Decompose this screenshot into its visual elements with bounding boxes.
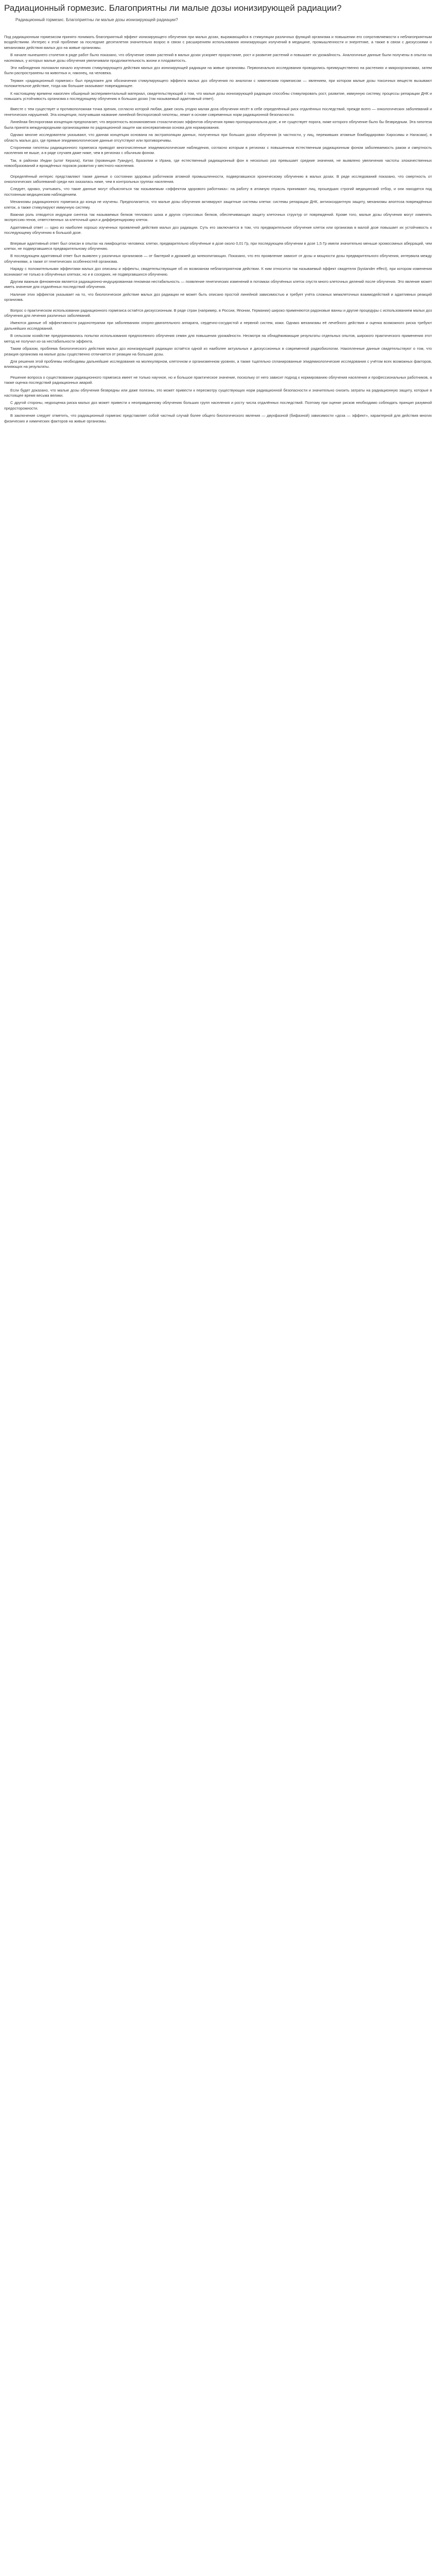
paragraph: В сельском хозяйстве предпринимались попытки использования предпосевного облучения семян для повышения урожайности. Несмотря на обнадёживающие результаты отдельных опытов, широкого практического применения этот метод не получил из-за нестабильности эффекта. (4, 333, 432, 344)
paragraph: Другим важным феноменом является радиационно-индуцированная геномная нестабильность — появление генетических изменений в потомках облучённых клеток спустя много клеточных делений после облучения. Это явление может иметь значение для отдалённых последствий облучения. (4, 279, 432, 290)
paragraph: Таким образом, проблема биологического действия малых доз ионизирующей радиации остаётся одной из наиболее актуальных и дискуссионных в современной радиобиологии. Накопленные данные свидетельствуют о том, что реакция организма на малые дозы существенно отличается от реакции на большие дозы. (4, 346, 432, 357)
paragraph: Если будет доказано, что малые дозы облучения безвредны или даже полезны, это может привести к пересмотру существующих норм радиационной безопасности и значительно снизить затраты на радиационную защиту, которые в настоящее время весьма велики. (4, 387, 432, 398)
paragraph: Так, в районах Индии (штат Керала), Китая (провинция Гуандун), Бразилии и Ирана, где естественный радиационный фон в несколько раз превышает средние значения, не выявлено увеличения частоты злокачественных новообразований и врождённых пороков развития у местного населения. (4, 158, 432, 168)
paragraph: В заключение следует отметить, что радиационный гормезис представляет собой частный случай более общего биологического явления — двухфазной (бифазной) зависимости «доза — эффект», характерной для действия многих физических и химических факторов на живые организмы. (4, 413, 432, 423)
paragraph: Решение вопроса о существовании радиационного гормезиса имеет не только научное, но и большое практическое значение, поскольку от него зависит подход к нормированию облучения населения и профессиональных работников, а также оценка последствий радиационных аварий. (4, 375, 432, 385)
paragraph: В начале нынешнего столетия в ряде работ было показано, что облучение семян растений в малых дозах ускоряет прорастание, рост и развитие растений и повышает их урожайность. Аналогичные данные были получены в опытах на насекомых, у которых малые дозы облучения увеличивали продолжительность жизни и плодовитость. (4, 53, 432, 63)
paragraph: Для решения этой проблемы необходимы дальнейшие исследования на молекулярном, клеточном и организменном уровнях, а также тщательно спланированные эпидемиологические исследования с учётом всех возможных факторов, влияющих на результаты. (4, 359, 432, 369)
paragraph: Линейная беспороговая концепция предполагает, что вероятность возникновения стохастических эффектов облучения прямо пропорциональна дозе, и не существует порога, ниже которого облучение было бы безвредным. Эта гипотеза была принята международными организациями по радиационной защите как консервативная основа для нормирования. (4, 120, 432, 130)
paragraph: Адаптивный ответ — одно из наиболее хорошо изученных проявлений действия малых доз радиации. Суть его заключается в том, что предварительное облучение клеток или организма в малой дозе повышает их устойчивость к последующему облучению в большой дозе. (4, 225, 432, 235)
paragraph: Вопрос о практическом использовании радиационного гормезиса остаётся дискуссионным. В ряде стран (например, в России, Японии, Германии) широко применяются радоновые ванны и другие процедуры с использованием малых доз облучения для лечения различных заболеваний. (4, 308, 432, 318)
paragraph: С другой стороны, недооценка риска малых доз может привести к неоправданному облучению больших групп населения и росту числа отдалённых последствий. Поэтому при оценке рисков необходимо соблюдать принцип разумной предосторожности. (4, 400, 432, 411)
article-body (4, 35, 432, 424)
paragraph: Имеются данные об эффективности радонотерапии при заболеваниях опорно-двигательного аппарата, сердечно-сосудистой и нервной систем, кожи. Однако механизмы её лечебного действия и оценка возможного риска требуют дальнейших исследований. (4, 320, 432, 331)
paragraph: Следует, однако, учитывать, что такие данные могут объясняться так называемым «эффектом здорового работника»: на работу в атомную отрасль принимают лиц, прошедших строгий медицинский отбор, и они находятся под постоянным медицинским наблюдением. (4, 187, 432, 197)
paragraph: Наряду с положительными эффектами малых доз описаны и эффекты, свидетельствующие об их возможном неблагоприятном действии. К ним относится так называемый эффект свидетеля (bystander effect), при котором изменения возникают не только в облучённых клетках, но и в соседних, не подвергавшихся облучению. (4, 266, 432, 277)
paragraph: Эти наблюдения положили начало изучению стимулирующего действия малых доз ионизирующей радиации на живые организмы. Первоначально исследования проводились преимущественно на растениях и микроорганизмах, затем были распространены на животных и, наконец, на человека. (4, 65, 432, 76)
paragraph: Вместе с тем существует и противоположная точка зрения, согласно которой любая, даже сколь угодно малая доза облучения несёт в себе определённый риск отдалённых последствий, прежде всего — онкологических заболеваний и генетических нарушений. Эта концепция, получившая название линейной беспороговой гипотезы, лежит в основе современных норм радиационной безопасности. (4, 107, 432, 117)
paragraph: Под радиационным гормезисом принято понимать благоприятный эффект ионизирующего облучения при малых дозах, выражающийся в стимуляции различных функций организма и повышении его сопротивляемости к неблагоприятным воздействиям. Интерес к этой проблеме за последние десятилетия значительно возрос в связи с расширением использования ионизирующих излучений в медицине, промышленности и энергетике, а также в связи с дискуссиями о механизмах действия малых доз на живые организмы. (4, 35, 432, 50)
paragraph: Однако многие исследователи указывают, что данная концепция основана на экстраполяции данных, полученных при больших дозах облучения (в частности, у лиц, переживших атомные бомбардировки Хиросимы и Нагасаки), в область малых доз, где прямые эпидемиологические данные отсутствуют или противоречивы. (4, 132, 432, 143)
paragraph: Определённый интерес представляют также данные о состоянии здоровья работников атомной промышленности, подвергавшихся хроническому облучению в малых дозах. В ряде исследований показано, что смертность от онкологических заболеваний среди них оказалась ниже, чем в контрольных группах населения. (4, 174, 432, 184)
paragraph: К настоящему времени накоплен обширный экспериментальный материал, свидетельствующий о том, что малые дозы ионизирующей радиации способны стимулировать рост, развитие, иммунную систему, процессы репарации ДНК и повышать устойчивость организма к последующему облучению в больших дозах (так называемый адаптивный ответ). (4, 91, 432, 101)
paragraph: В последующем адаптивный ответ был выявлен у различных организмов — от бактерий и дрожжей до млекопитающих. Показано, что его проявление зависит от дозы и мощности дозы предварительного облучения, интервала между облучениями, а также от генетических особенностей организма. (4, 253, 432, 264)
paragraph: Впервые адаптивный ответ был описан в опытах на лимфоцитах человека: клетки, предварительно облучённые в дозе около 0,01 Гр, при последующем облучении в дозе 1,5 Гр имели значительно меньше хромосомных аберраций, чем клетки, не подвергавшиеся предварительному облучению. (4, 241, 432, 251)
paragraph: Сторонники гипотезы радиационного гормезиса приводят многочисленные эпидемиологические наблюдения, согласно которым в регионах с повышенным естественным радиационным фоном заболеваемость раком и смертность населения не выше, а в ряде случаев даже ниже, чем в регионах с обычным фоном. (4, 145, 432, 156)
article-subtitle: Радиационный гормезис. Благоприятны ли малые дозы ионизирующей радиации? (15, 18, 178, 22)
paragraph: Механизмы радиационного гормезиса до конца не изучены. Предполагается, что малые дозы облучения активируют защитные системы клетки: системы репарации ДНК, антиоксидантную защиту, механизмы апоптоза повреждённых клеток, а также стимулируют иммунную систему. (4, 199, 432, 210)
paragraph: Термин «радиационный гормезис» был предложен для обозначения стимулирующего эффекта малых доз облучения по аналогии с химическим гормезисом — явлением, при котором малые дозы токсичных веществ вызывают положительное действие, тогда как большие оказывают повреждающее. (4, 78, 432, 89)
article-title: Радиационный гормезис. Благоприятны ли малые дозы ионизирующей радиации? (4, 3, 342, 13)
article-page (0, 0, 436, 424)
paragraph: Важная роль отводится индукции синтеза так называемых белков теплового шока и других стрессовых белков, обеспечивающих защиту клеточных структур от повреждений. Кроме того, малые дозы облучения могут изменять экспрессию генов, ответственных за клеточный цикл и дифференцировку клеток. (4, 212, 432, 223)
paragraph: Наличие этих эффектов указывает на то, что биологическое действие малых доз радиации не может быть описано простой линейной зависимостью и требует учёта сложных межклеточных взаимодействий и адаптивных реакций организма. (4, 292, 432, 302)
